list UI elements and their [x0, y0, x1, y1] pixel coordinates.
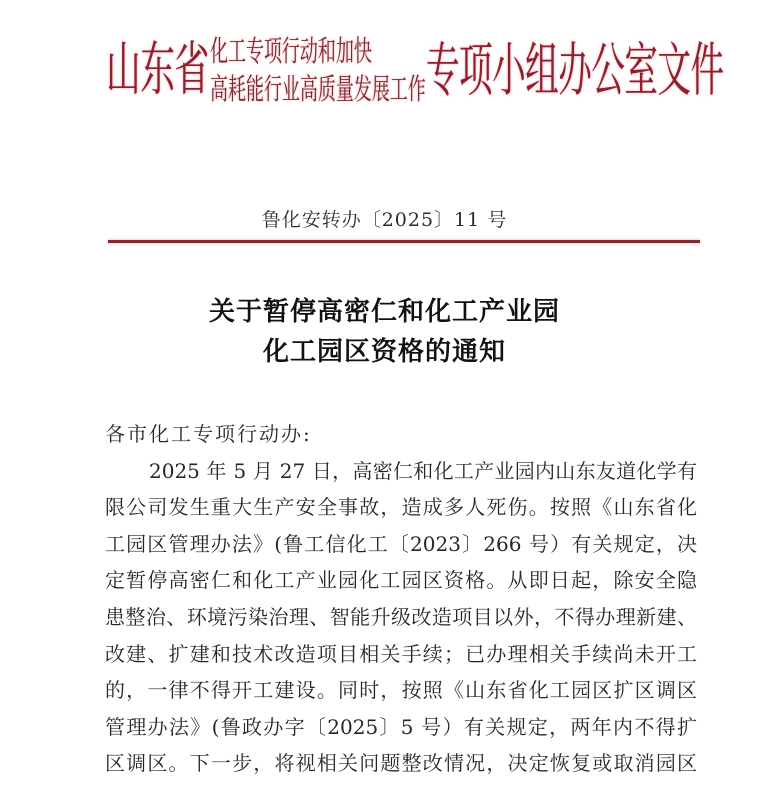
body-line: 区调区。下一步，将视相关问题整改情况，决定恢复或取消园区: [105, 751, 697, 776]
salutation: 各市化工专项行动办:: [105, 422, 312, 446]
document-number: 鲁化安转办〔2025〕11 号: [261, 209, 508, 231]
body-line: 改建、扩建和技术改造项目相关手续；已办理相关手续尚未开工: [105, 641, 697, 666]
masthead-office-file: 专项小组办公室文件: [426, 36, 724, 104]
notice-title-line-2: 化工园区资格的通知: [262, 337, 506, 367]
notice-title: [0, 292, 769, 372]
masthead-agency-line-1: 化工专项行动和加快: [210, 34, 372, 68]
body-line: 工园区管理办法》(鲁工信化工〔2023〕266 号）有关规定，决: [105, 531, 697, 556]
body-line: 2025 年 5 月 27 日，高密仁和化工产业园内山东友道化学有: [149, 458, 697, 483]
body-line: 的，一律不得开工建设。同时，按照《山东省化工园区扩区调区: [105, 678, 697, 703]
notice-body: [105, 416, 697, 782]
body-line: 管理办法》(鲁政办字〔2025〕5 号）有关规定，两年内不得扩: [105, 714, 697, 739]
notice-title-line-1: 关于暂停高密仁和化工产业园: [208, 297, 560, 327]
red-masthead: [106, 24, 724, 116]
red-divider-rule: [108, 240, 700, 243]
masthead-province: 山东省: [106, 35, 209, 103]
masthead-agency-line-2: 高耗能行业高质量发展工作: [210, 72, 426, 106]
body-line: 患整治、环境污染治理、智能升级改造项目以外，不得办理新建、: [105, 604, 697, 629]
masthead-agency-name: [210, 32, 426, 108]
body-line: 限公司发生重大生产安全事故，造成多人死伤。按照《山东省化: [105, 495, 697, 520]
body-line: 定暂停高密仁和化工产业园化工园区资格。从即日起，除安全隐: [105, 568, 697, 593]
